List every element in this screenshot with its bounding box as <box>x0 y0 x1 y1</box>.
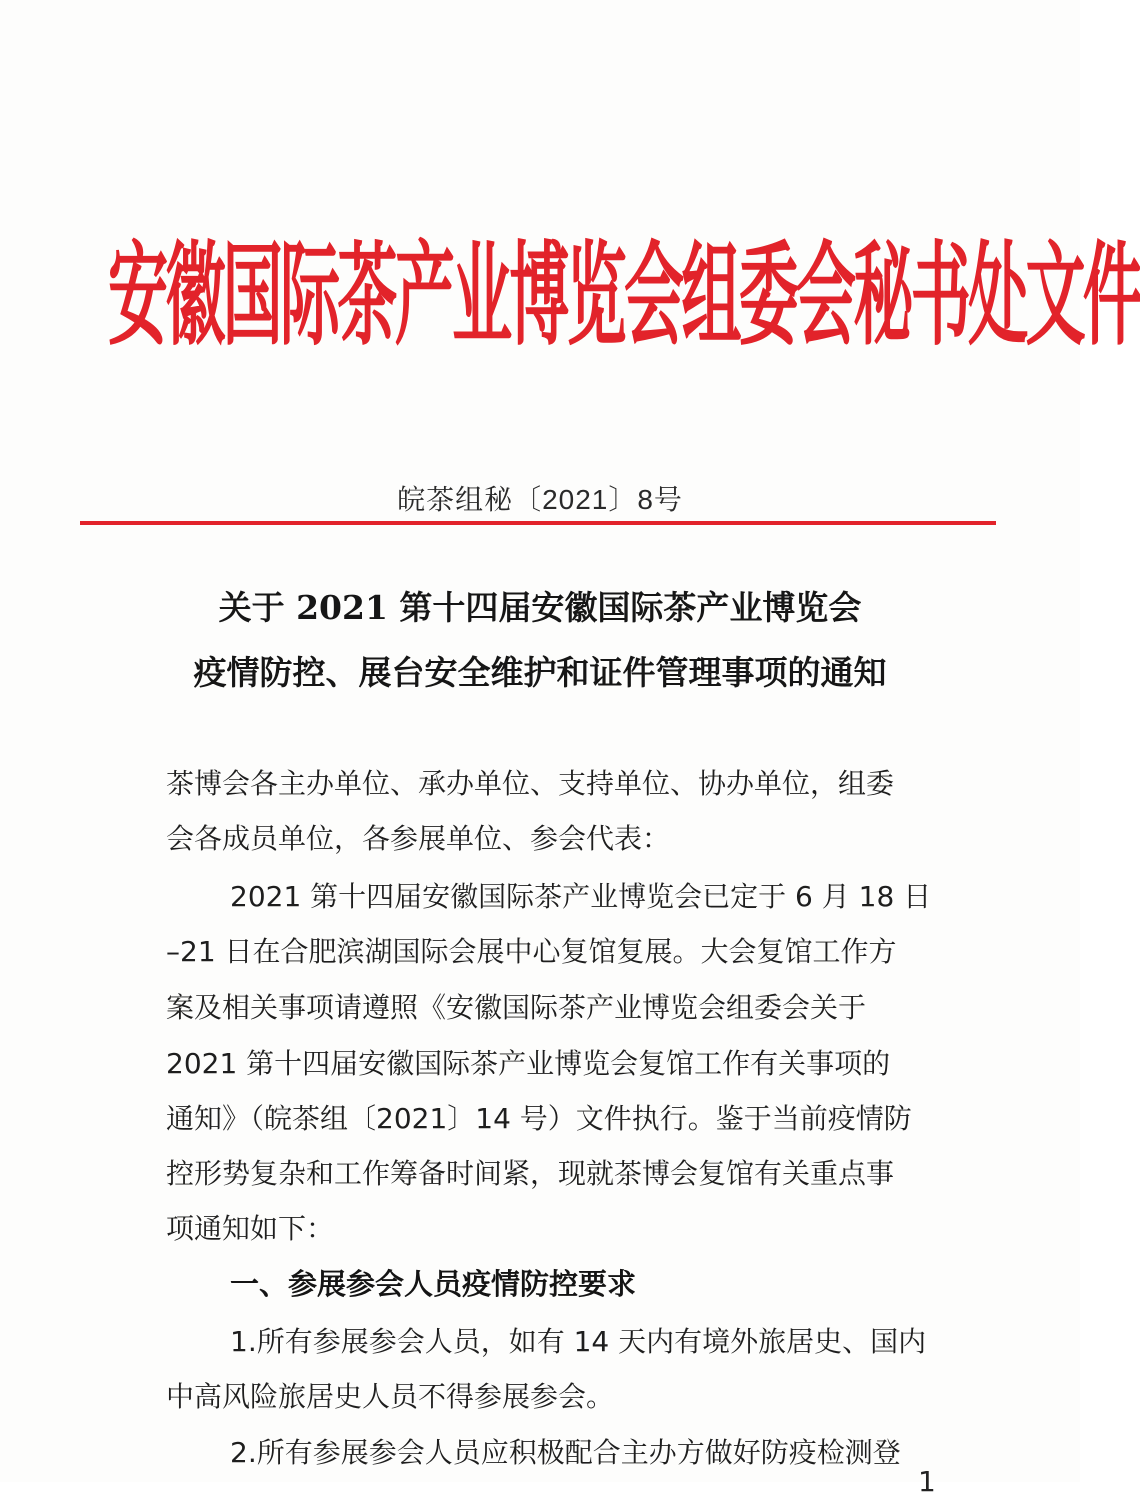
issuer-header-title: 安徽国际茶产业博览会组委会秘书处文件 <box>108 230 1140 362</box>
document-number: 皖茶组秘〔2021〕8号 <box>397 484 683 515</box>
body-text: 1.所有参展参会人员，如有 14 天内有境外旅居史、国内 <box>230 1325 927 1358</box>
notice-title-line-2: 疫情防控、展台安全维护和证件管理事项的通知 <box>193 653 887 692</box>
page-number <box>918 1465 938 1498</box>
page-number-text: 1 <box>918 1465 936 1498</box>
body-text: 2021 第十四届安徽国际茶产业博览会复馆工作有关事项的 <box>166 1047 891 1080</box>
body-text: 2021 第十四届安徽国际茶产业博览会已定于 6 月 18 日 <box>230 880 932 913</box>
body-text: 中高风险旅居史人员不得参展参会。 <box>166 1380 615 1413</box>
body-text: 项通知如下： <box>166 1212 335 1245</box>
body-text: 通知》（皖茶组〔2021〕14 号）文件执行。鉴于当前疫情防 <box>166 1102 912 1135</box>
body-text: 2.所有参展参会人员应积极配合主办方做好防疫检测登 <box>230 1436 901 1469</box>
body-text: 控形势复杂和工作筹备时间紧，现就茶博会复馆有关重点事 <box>166 1157 895 1190</box>
section-heading-1: 一、参展参会人员疫情防控要求 <box>230 1267 637 1301</box>
body-text: 案及相关事项请遵照《安徽国际茶产业博览会组委会关于 <box>166 991 867 1024</box>
body-text: 茶博会各主办单位、承办单位、支持单位、协办单位，组委 <box>166 767 895 800</box>
body-text: 会各成员单位，各参展单位、参会代表： <box>166 822 671 855</box>
red-divider-line <box>80 521 996 525</box>
notice-title-line-1: 关于 2021 第十四届安徽国际茶产业博览会 <box>218 588 862 627</box>
body-text: –21 日在合肥滨湖国际会展中心复馆复展。大会复馆工作方 <box>166 935 897 968</box>
